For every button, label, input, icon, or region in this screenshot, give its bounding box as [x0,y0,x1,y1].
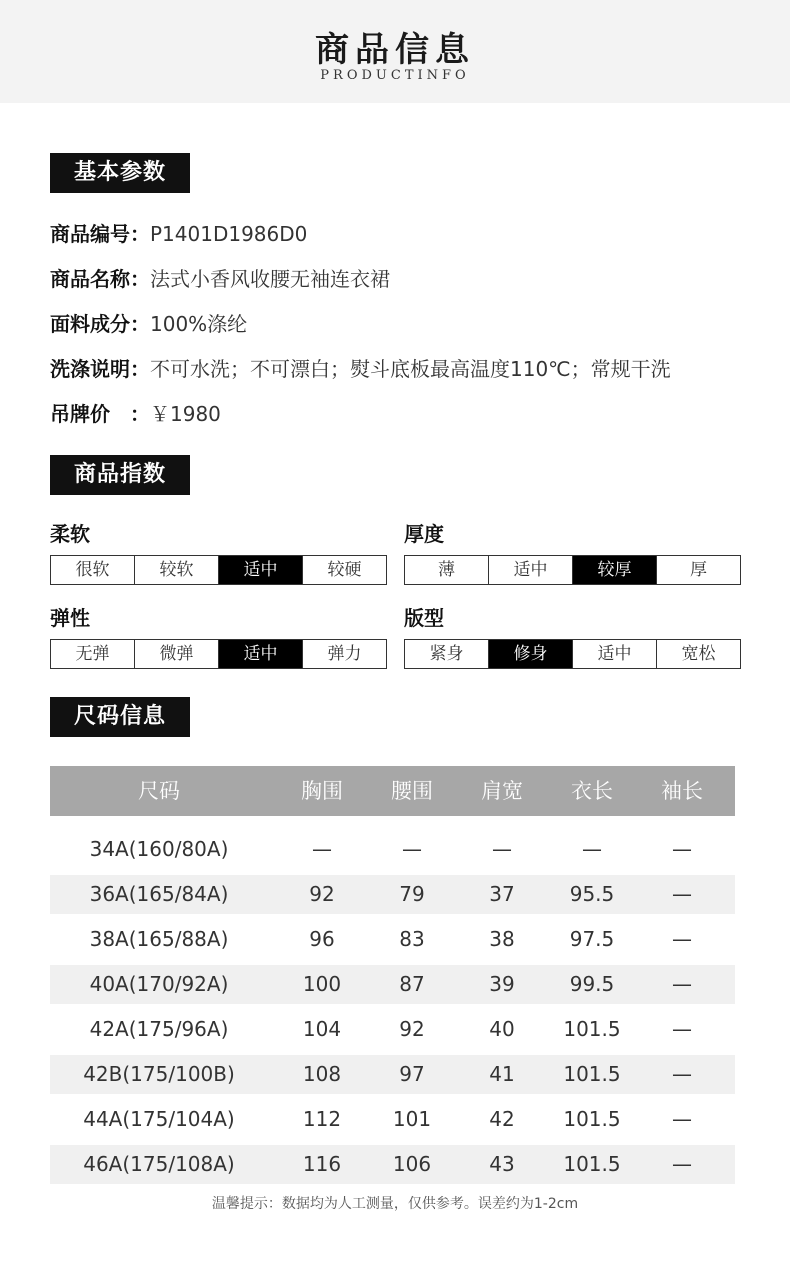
table-cell: 44A(175/104A) [83,1107,235,1131]
index-option: 较厚 [573,556,657,584]
table-cell: — [402,837,422,861]
table-cell: 43 [489,1152,515,1176]
table-cell: — [492,837,512,861]
param-row-price [50,400,221,428]
section-tag-size: 尺码信息 [50,697,190,737]
table-cell: 83 [399,927,425,951]
table-cell: 41 [489,1062,515,1086]
index-option: 适中 [573,640,657,668]
table-cell: 99.5 [569,972,615,996]
section-tag-index: 商品指数 [50,455,190,495]
table-row [50,875,735,914]
param-value: 不可水洗；不可漂白；熨斗底板最高温度110℃；常规干洗 [150,357,671,381]
index-option: 很软 [51,556,135,584]
index-title: 弹性 [50,606,90,630]
table-cell: 39 [489,972,515,996]
table-cell: 95.5 [569,882,615,906]
table-cell: 96 [309,927,335,951]
table-cell: — [672,1062,692,1086]
table-cell: — [672,882,692,906]
param-value: 100%涤纶 [150,312,248,336]
index-group-softness [50,521,387,585]
table-cell: 116 [302,1152,342,1176]
table-cell: 40 [489,1017,515,1041]
table-cell: 100 [302,972,342,996]
index-group-elasticity [50,605,387,669]
page-title: 商品信息 [315,30,475,70]
index-option: 较软 [135,556,219,584]
index-option: 适中 [219,556,303,584]
column-header: 袖长 [661,779,703,803]
param-label: 面料成分： [50,312,150,336]
table-cell: 112 [302,1107,342,1131]
table-cell: 40A(170/92A) [89,972,229,996]
table-cell: — [672,927,692,951]
index-scale [404,639,741,669]
table-cell: 87 [399,972,425,996]
table-cell: — [672,972,692,996]
measurement-note: 温馨提示：数据均为人工测量，仅供参考。误差约为1-2cm [211,1196,579,1212]
table-cell: 97.5 [569,927,615,951]
column-header: 肩宽 [481,779,523,803]
param-value: 法式小香风收腰无袖连衣裙 [150,267,390,291]
table-cell: 101.5 [563,1152,621,1176]
table-cell: 36A(165/84A) [89,882,229,906]
table-row [50,1055,735,1094]
param-value: P1401D1986D0 [150,222,308,246]
table-cell: 101 [392,1107,432,1131]
table-cell: — [312,837,332,861]
page-subtitle: PRODUCTINFO [320,68,470,83]
index-option: 厚 [690,560,707,580]
param-label: 商品名称： [50,267,150,291]
size-table [50,766,735,1190]
index-option: 弹力 [327,644,362,664]
table-cell: 46A(175/108A) [83,1152,235,1176]
table-cell: 38 [489,927,515,951]
table-cell: 97 [399,1062,425,1086]
param-row-name [50,265,390,293]
param-label: 洗涤说明： [50,357,150,381]
table-cell: 92 [399,1017,425,1041]
table-cell: 42 [489,1107,515,1131]
table-cell: 42B(175/100B) [83,1062,235,1086]
index-title: 厚度 [404,522,444,546]
table-cell: 104 [302,1017,342,1041]
param-row-wash [50,355,671,383]
index-option: 修身 [489,640,573,668]
param-row-fabric [50,310,247,338]
table-cell: 92 [309,882,335,906]
index-title: 柔软 [50,522,90,546]
table-cell: 34A(160/80A) [89,837,229,861]
column-header: 腰围 [391,779,433,803]
index-group-thickness [404,521,741,585]
column-header: 衣长 [571,779,613,803]
table-cell: 108 [302,1062,342,1086]
index-option: 较硬 [327,560,362,580]
param-label: 吊牌价 ： [50,402,150,426]
size-table-header [50,766,735,816]
table-cell: 101.5 [563,1062,621,1086]
index-option: 紧身 [405,640,489,668]
table-cell: — [672,1017,692,1041]
param-value: ￥1980 [150,402,221,426]
index-scale [50,555,387,585]
table-row [50,1010,735,1049]
section-tag-basic: 基本参数 [50,153,190,193]
table-cell: 101.5 [563,1017,621,1041]
table-cell: 42A(175/96A) [89,1017,229,1041]
table-cell: — [672,1107,692,1131]
table-row [50,830,735,869]
param-label: 商品编号： [50,222,150,246]
table-row [50,965,735,1004]
table-cell: 38A(165/88A) [89,927,229,951]
table-row [50,1145,735,1184]
index-scale [50,639,387,669]
index-option: 无弹 [51,640,135,668]
table-cell: 101.5 [563,1107,621,1131]
table-cell: — [582,837,602,861]
index-option: 微弹 [135,640,219,668]
index-group-fit [404,605,741,669]
column-header: 胸围 [301,779,343,803]
index-option: 宽松 [681,644,716,664]
column-header: 尺码 [138,779,180,803]
param-row-sku [50,220,307,248]
table-row [50,1100,735,1139]
table-cell: 106 [392,1152,432,1176]
index-option: 薄 [405,556,489,584]
index-title: 版型 [404,606,444,630]
table-cell: 37 [489,882,515,906]
index-scale [404,555,741,585]
index-option: 适中 [219,640,303,668]
table-row [50,920,735,959]
page-header [0,0,790,103]
index-option: 适中 [489,556,573,584]
table-cell: 79 [399,882,425,906]
table-cell: — [672,1152,692,1176]
table-cell: — [672,837,692,861]
